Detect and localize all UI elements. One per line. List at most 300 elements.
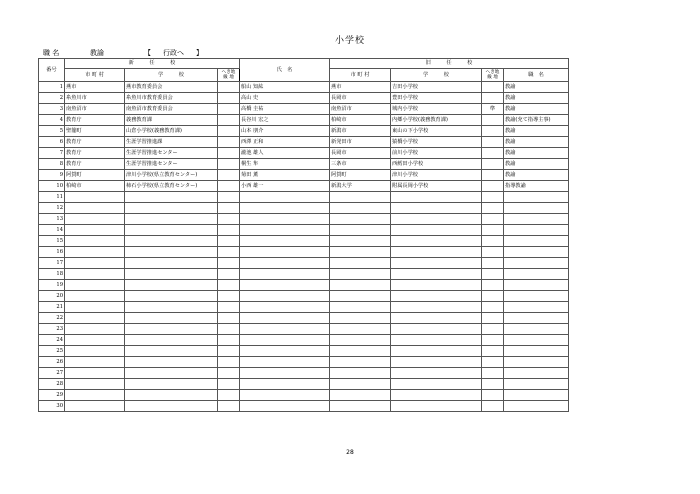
- cell-new-school: [125, 203, 218, 214]
- cell-old-municipality: [330, 247, 391, 258]
- cell-new-municipality: [65, 291, 125, 302]
- cell-staff-name: [240, 302, 330, 313]
- cell-row-number: 16: [39, 247, 65, 258]
- cell-new-municipality: [65, 214, 125, 225]
- cell-old-school: [391, 335, 482, 346]
- cell-old-school: [391, 390, 482, 401]
- cell-old-municipality: 阿賀町: [330, 170, 391, 181]
- cell-position: [504, 280, 569, 291]
- cell-new-remote-area: [218, 280, 240, 291]
- cell-old-remote-area: [482, 335, 504, 346]
- cell-old-municipality: 新発田市: [330, 137, 391, 148]
- cell-new-municipality: [65, 203, 125, 214]
- cell-old-school: [391, 269, 482, 280]
- cell-staff-name: 小西 雄一: [240, 181, 330, 192]
- table-row: [39, 93, 569, 104]
- cell-old-school: [391, 368, 482, 379]
- cell-staff-name: [240, 335, 330, 346]
- table-row: [39, 313, 569, 324]
- cell-new-remote-area: [218, 258, 240, 269]
- cell-new-school: [125, 379, 218, 390]
- cell-new-municipality: [65, 313, 125, 324]
- table-row: [39, 302, 569, 313]
- table-row: [39, 324, 569, 335]
- cell-new-school: [125, 401, 218, 412]
- cell-staff-name: [240, 258, 330, 269]
- cell-position: [504, 192, 569, 203]
- cell-new-school: [125, 346, 218, 357]
- cell-old-school: [391, 280, 482, 291]
- cell-new-remote-area: [218, 225, 240, 236]
- cell-row-number: 8: [39, 159, 65, 170]
- cell-old-municipality: [330, 236, 391, 247]
- cell-position: [504, 203, 569, 214]
- cell-row-number: 21: [39, 302, 65, 313]
- cell-staff-name: 菊田 薫: [240, 170, 330, 181]
- cell-row-number: 18: [39, 269, 65, 280]
- cell-new-municipality: [65, 302, 125, 313]
- table-row: [39, 170, 569, 181]
- cell-old-school: [391, 203, 482, 214]
- table-row: [39, 401, 569, 412]
- cell-old-municipality: [330, 401, 391, 412]
- cell-row-number: 14: [39, 225, 65, 236]
- cell-position: [504, 291, 569, 302]
- table-row: [39, 104, 569, 115]
- cell-staff-name: [240, 390, 330, 401]
- cell-old-school: 城内小学校: [391, 104, 482, 115]
- cell-old-remote-area: [482, 236, 504, 247]
- cell-old-municipality: [330, 258, 391, 269]
- cell-new-remote-area: [218, 170, 240, 181]
- cell-new-remote-area: [218, 192, 240, 203]
- cell-old-school: 東山の下小学校: [391, 126, 482, 137]
- cell-staff-name: [240, 280, 330, 291]
- cell-staff-name: 瀧池 雄人: [240, 148, 330, 159]
- cell-new-school: [125, 280, 218, 291]
- cell-row-number: 12: [39, 203, 65, 214]
- header-old-school: 旧 任 校: [330, 59, 569, 69]
- cell-old-school: [391, 192, 482, 203]
- cell-new-school: 津川小学校(県立教育センター): [125, 170, 218, 181]
- cell-staff-name: [240, 357, 330, 368]
- cell-old-school: [391, 324, 482, 335]
- cell-new-remote-area: [218, 181, 240, 192]
- page-number: 28: [346, 449, 354, 456]
- cell-old-remote-area: [482, 313, 504, 324]
- cell-new-remote-area: [218, 148, 240, 159]
- cell-new-remote-area: [218, 247, 240, 258]
- table-row: [39, 269, 569, 280]
- cell-position: [504, 346, 569, 357]
- cell-position: 教諭: [504, 82, 569, 93]
- cell-position: 教諭: [504, 148, 569, 159]
- cell-old-remote-area: [482, 214, 504, 225]
- cell-position: [504, 357, 569, 368]
- cell-row-number: 25: [39, 346, 65, 357]
- cell-new-school: 柿石小学校(県立教育センター): [125, 181, 218, 192]
- cell-staff-name: [240, 214, 330, 225]
- post-bracket-close: 】: [196, 49, 203, 57]
- cell-old-municipality: 長岡市: [330, 93, 391, 104]
- cell-position: [504, 214, 569, 225]
- table-row: [39, 247, 569, 258]
- cell-new-remote-area: [218, 313, 240, 324]
- cell-new-municipality: 教育庁: [65, 148, 125, 159]
- cell-new-remote-area: [218, 379, 240, 390]
- cell-old-school: [391, 291, 482, 302]
- cell-staff-name: 高橋 圭祐: [240, 104, 330, 115]
- header-old-school-name: 学 校: [391, 69, 482, 82]
- cell-staff-name: [240, 192, 330, 203]
- cell-new-municipality: 糸魚川市: [65, 93, 125, 104]
- cell-position: [504, 390, 569, 401]
- cell-staff-name: [240, 291, 330, 302]
- cell-position: [504, 379, 569, 390]
- cell-old-municipality: [330, 313, 391, 324]
- cell-new-municipality: 柏崎市: [65, 181, 125, 192]
- cell-old-municipality: 三条市: [330, 159, 391, 170]
- table-row: [39, 115, 569, 126]
- cell-new-school: [125, 335, 218, 346]
- cell-new-school: 南魚沼市教育委員会: [125, 104, 218, 115]
- cell-old-municipality: [330, 390, 391, 401]
- cell-row-number: 6: [39, 137, 65, 148]
- header-old-municipality: 市 町 村: [330, 69, 391, 82]
- table-row: [39, 203, 569, 214]
- cell-old-remote-area: [482, 258, 504, 269]
- cell-new-remote-area: [218, 104, 240, 115]
- cell-row-number: 5: [39, 126, 65, 137]
- cell-new-school: [125, 247, 218, 258]
- cell-old-municipality: 柏崎市: [330, 115, 391, 126]
- header-new-school: 新 任 校: [65, 59, 240, 69]
- table-row: [39, 159, 569, 170]
- cell-old-municipality: 新潟市: [330, 126, 391, 137]
- post-note: 行政へ: [163, 49, 184, 57]
- cell-position: 教諭: [504, 126, 569, 137]
- cell-new-remote-area: [218, 324, 240, 335]
- header-number: 番号: [39, 59, 65, 82]
- cell-old-municipality: [330, 379, 391, 390]
- cell-new-municipality: 燕市: [65, 82, 125, 93]
- cell-old-remote-area: 準: [482, 104, 504, 115]
- cell-staff-name: 山本 朋介: [240, 126, 330, 137]
- cell-position: [504, 247, 569, 258]
- cell-staff-name: [240, 225, 330, 236]
- table-row: [39, 280, 569, 291]
- cell-old-school: 西鱈田小学校: [391, 159, 482, 170]
- cell-position: 教諭: [504, 159, 569, 170]
- cell-old-remote-area: [482, 148, 504, 159]
- cell-old-remote-area: [482, 126, 504, 137]
- cell-new-remote-area: [218, 302, 240, 313]
- cell-old-remote-area: [482, 170, 504, 181]
- cell-old-municipality: [330, 335, 391, 346]
- table-row: [39, 225, 569, 236]
- cell-new-remote-area: [218, 368, 240, 379]
- cell-new-municipality: [65, 335, 125, 346]
- cell-old-municipality: [330, 280, 391, 291]
- personnel-table: [38, 58, 569, 412]
- table-row: [39, 258, 569, 269]
- header-new-municipality: 市 町 村: [65, 69, 125, 82]
- cell-old-school: 附属長岡小学校: [391, 181, 482, 192]
- cell-new-municipality: [65, 368, 125, 379]
- cell-old-school: [391, 247, 482, 258]
- cell-row-number: 15: [39, 236, 65, 247]
- cell-old-municipality: [330, 368, 391, 379]
- cell-row-number: 17: [39, 258, 65, 269]
- cell-new-school: [125, 302, 218, 313]
- cell-row-number: 7: [39, 148, 65, 159]
- cell-staff-name: [240, 401, 330, 412]
- cell-position: [504, 368, 569, 379]
- table-row: [39, 346, 569, 357]
- cell-position: 教諭: [504, 170, 569, 181]
- cell-old-remote-area: [482, 390, 504, 401]
- cell-old-remote-area: [482, 368, 504, 379]
- cell-position: 教諭: [504, 137, 569, 148]
- cell-old-remote-area: [482, 247, 504, 258]
- cell-position: [504, 401, 569, 412]
- cell-new-school: [125, 291, 218, 302]
- cell-new-municipality: [65, 192, 125, 203]
- cell-new-municipality: [65, 236, 125, 247]
- cell-old-remote-area: [482, 203, 504, 214]
- cell-old-school: 吉田小学校: [391, 82, 482, 93]
- cell-old-municipality: [330, 291, 391, 302]
- cell-old-municipality: [330, 357, 391, 368]
- cell-row-number: 23: [39, 324, 65, 335]
- cell-staff-name: 西澤 正和: [240, 137, 330, 148]
- cell-old-school: [391, 236, 482, 247]
- table-row: [39, 137, 569, 148]
- cell-old-municipality: [330, 269, 391, 280]
- cell-old-school: [391, 401, 482, 412]
- cell-old-school: [391, 214, 482, 225]
- cell-old-municipality: [330, 214, 391, 225]
- cell-new-municipality: [65, 225, 125, 236]
- cell-row-number: 22: [39, 313, 65, 324]
- table-row: [39, 390, 569, 401]
- cell-old-municipality: [330, 225, 391, 236]
- cell-staff-name: [240, 313, 330, 324]
- cell-new-municipality: 南魚沼市: [65, 104, 125, 115]
- post-value: 教諭: [90, 49, 104, 57]
- cell-new-school: [125, 357, 218, 368]
- cell-old-municipality: 新潟大学: [330, 181, 391, 192]
- cell-new-school: [125, 368, 218, 379]
- cell-new-school: 生涯学習推進センター: [125, 148, 218, 159]
- cell-new-municipality: 聖籠町: [65, 126, 125, 137]
- cell-new-school: [125, 192, 218, 203]
- cell-staff-name: [240, 368, 330, 379]
- cell-new-school: 山倉小学校(義務教育課): [125, 126, 218, 137]
- cell-staff-name: [240, 324, 330, 335]
- cell-new-remote-area: [218, 401, 240, 412]
- cell-staff-name: 長谷川 宏之: [240, 115, 330, 126]
- cell-new-municipality: 教育庁: [65, 137, 125, 148]
- cell-row-number: 24: [39, 335, 65, 346]
- cell-new-remote-area: [218, 214, 240, 225]
- document-title: 小学校: [334, 36, 365, 46]
- cell-new-remote-area: [218, 390, 240, 401]
- table-row: [39, 335, 569, 346]
- cell-old-remote-area: [482, 280, 504, 291]
- cell-old-school: 前川小学校: [391, 148, 482, 159]
- cell-old-remote-area: [482, 269, 504, 280]
- cell-old-remote-area: [482, 181, 504, 192]
- cell-new-remote-area: [218, 203, 240, 214]
- header-new-school-name: 学 校: [125, 69, 218, 82]
- table-row: [39, 357, 569, 368]
- cell-row-number: 13: [39, 214, 65, 225]
- cell-row-number: 1: [39, 82, 65, 93]
- cell-new-school: [125, 236, 218, 247]
- cell-row-number: 29: [39, 390, 65, 401]
- cell-new-school: [125, 313, 218, 324]
- table-row: [39, 82, 569, 93]
- cell-staff-name: [240, 236, 330, 247]
- cell-row-number: 9: [39, 170, 65, 181]
- cell-old-remote-area: [482, 346, 504, 357]
- cell-old-remote-area: [482, 93, 504, 104]
- header-position: 職 名: [504, 69, 569, 82]
- cell-row-number: 30: [39, 401, 65, 412]
- header-old-remote-area: へき地 級 地: [482, 69, 504, 82]
- cell-new-remote-area: [218, 126, 240, 137]
- cell-old-municipality: 南魚沼市: [330, 104, 391, 115]
- cell-position: 教諭: [504, 104, 569, 115]
- cell-new-municipality: [65, 269, 125, 280]
- cell-new-school: [125, 214, 218, 225]
- cell-old-remote-area: [482, 192, 504, 203]
- cell-old-municipality: [330, 302, 391, 313]
- post-bracket-open: 【: [144, 49, 151, 57]
- cell-new-municipality: [65, 401, 125, 412]
- cell-position: 教諭(充て指導主事): [504, 115, 569, 126]
- cell-old-remote-area: [482, 137, 504, 148]
- cell-new-remote-area: [218, 93, 240, 104]
- cell-old-school: 津川小学校: [391, 170, 482, 181]
- cell-old-school: [391, 302, 482, 313]
- cell-new-municipality: [65, 324, 125, 335]
- cell-old-school: [391, 357, 482, 368]
- cell-new-school: [125, 225, 218, 236]
- table-row: [39, 368, 569, 379]
- cell-staff-name: 桐生 隼: [240, 159, 330, 170]
- cell-new-municipality: [65, 379, 125, 390]
- cell-old-remote-area: [482, 324, 504, 335]
- cell-new-municipality: [65, 280, 125, 291]
- table-row: [39, 291, 569, 302]
- table-row: [39, 379, 569, 390]
- cell-position: [504, 302, 569, 313]
- cell-old-remote-area: [482, 357, 504, 368]
- header-name: 氏 名: [240, 59, 330, 82]
- cell-staff-name: 高山 史: [240, 93, 330, 104]
- header-new-remote-area: へき地 級 地: [218, 69, 240, 82]
- cell-old-school: [391, 379, 482, 390]
- cell-old-remote-area: [482, 115, 504, 126]
- cell-new-remote-area: [218, 335, 240, 346]
- cell-new-municipality: 教育庁: [65, 159, 125, 170]
- cell-new-school: [125, 269, 218, 280]
- cell-old-school: [391, 258, 482, 269]
- cell-new-school: [125, 324, 218, 335]
- cell-old-municipality: [330, 203, 391, 214]
- cell-row-number: 20: [39, 291, 65, 302]
- cell-new-remote-area: [218, 346, 240, 357]
- cell-new-municipality: [65, 357, 125, 368]
- table-row: [39, 148, 569, 159]
- table-row: [39, 192, 569, 203]
- cell-old-municipality: [330, 324, 391, 335]
- cell-row-number: 4: [39, 115, 65, 126]
- cell-old-remote-area: [482, 225, 504, 236]
- cell-position: 指導教諭: [504, 181, 569, 192]
- cell-staff-name: [240, 203, 330, 214]
- cell-row-number: 19: [39, 280, 65, 291]
- cell-position: [504, 313, 569, 324]
- cell-position: [504, 225, 569, 236]
- cell-new-remote-area: [218, 357, 240, 368]
- cell-new-remote-area: [218, 137, 240, 148]
- cell-staff-name: 船山 知紘: [240, 82, 330, 93]
- cell-row-number: 26: [39, 357, 65, 368]
- cell-old-municipality: [330, 346, 391, 357]
- cell-new-municipality: 阿賀町: [65, 170, 125, 181]
- cell-position: [504, 324, 569, 335]
- cell-old-municipality: [330, 192, 391, 203]
- cell-old-school: 内郷小学校(義務教育課): [391, 115, 482, 126]
- cell-old-school: 豊田小学校: [391, 93, 482, 104]
- cell-new-municipality: [65, 258, 125, 269]
- cell-new-municipality: [65, 390, 125, 401]
- cell-position: [504, 335, 569, 346]
- cell-position: [504, 236, 569, 247]
- cell-old-remote-area: [482, 401, 504, 412]
- cell-row-number: 11: [39, 192, 65, 203]
- cell-new-school: [125, 390, 218, 401]
- cell-old-remote-area: [482, 379, 504, 390]
- table-row: [39, 214, 569, 225]
- cell-old-remote-area: [482, 302, 504, 313]
- cell-new-remote-area: [218, 115, 240, 126]
- cell-row-number: 27: [39, 368, 65, 379]
- cell-old-remote-area: [482, 291, 504, 302]
- table-row: [39, 126, 569, 137]
- cell-staff-name: [240, 269, 330, 280]
- cell-position: [504, 258, 569, 269]
- cell-staff-name: [240, 346, 330, 357]
- cell-staff-name: [240, 379, 330, 390]
- cell-old-remote-area: [482, 159, 504, 170]
- cell-position: [504, 269, 569, 280]
- cell-new-remote-area: [218, 159, 240, 170]
- cell-new-school: 生涯学習推進センター: [125, 159, 218, 170]
- cell-new-remote-area: [218, 269, 240, 280]
- cell-old-school: [391, 225, 482, 236]
- cell-position: 教諭: [504, 93, 569, 104]
- table-row: [39, 181, 569, 192]
- cell-staff-name: [240, 247, 330, 258]
- cell-new-school: 糸魚川市教育委員会: [125, 93, 218, 104]
- cell-new-municipality: 教育庁: [65, 115, 125, 126]
- cell-new-school: 生涯学習推進課: [125, 137, 218, 148]
- cell-row-number: 3: [39, 104, 65, 115]
